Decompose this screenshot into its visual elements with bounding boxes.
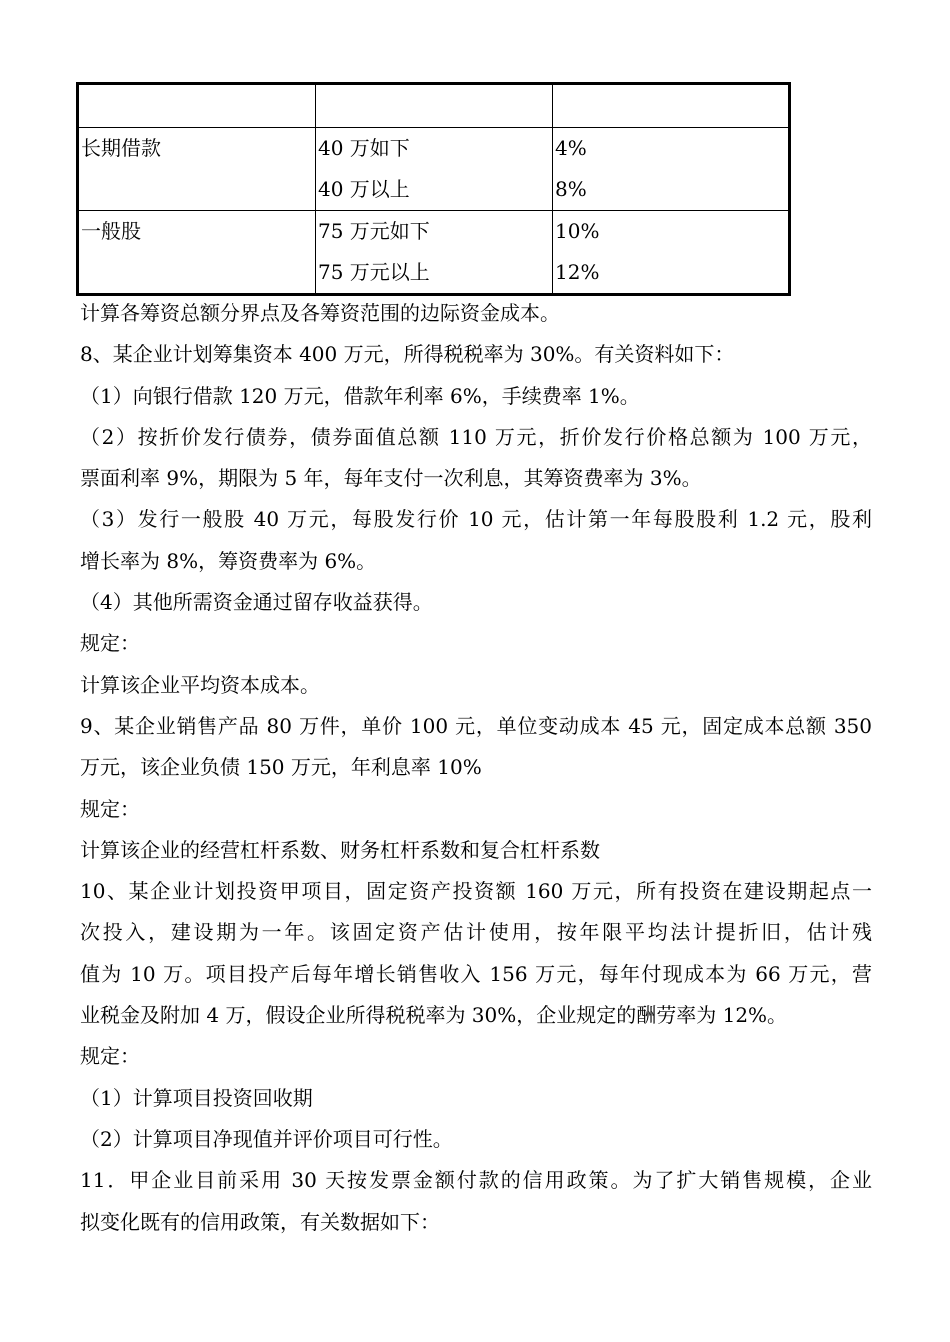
requirement-label: 规定： xyxy=(80,1044,140,1069)
financing-range: 75 万元如下 xyxy=(318,219,430,243)
question-10-heading: 10、某企业计划投资甲项目，固定资产投资额 160 万元，所有投资在建设期起点一 xyxy=(80,879,872,904)
question-11-heading-cont: 拟变化既有的信用政策，有关数据如下： xyxy=(80,1209,440,1234)
financing-range-cell xyxy=(316,211,553,295)
table-row xyxy=(78,211,790,295)
header-cell xyxy=(316,84,553,128)
capital-cost-rate: 10% xyxy=(555,219,600,243)
question-10-requirement-2: （2）计算项目净现值并评价项目可行性。 xyxy=(80,1126,453,1151)
capital-cost-rate: 4% xyxy=(555,136,587,160)
table-header-row xyxy=(78,84,790,128)
capital-cost-cell xyxy=(553,211,790,295)
financing-range: 75 万元以上 xyxy=(318,260,430,284)
question-8-heading: 8、某企业计划筹集资本 400 万元，所得税税率为 30%。有关资料如下： xyxy=(80,342,735,367)
financing-type-cell xyxy=(78,211,316,295)
header-cell xyxy=(553,84,790,128)
capital-cost-rate: 8% xyxy=(555,177,587,201)
requirement-label: 规定： xyxy=(80,796,140,821)
question-8-item-2: （2）按折价发行债券，债券面值总额 110 万元，折价发行价格总额为 100 万元， xyxy=(80,424,872,449)
question-10-line-3: 值为 10 万。项目投产后每年增长销售收入 156 万元，每年付现成本为 66 万元，营 xyxy=(80,961,872,986)
question-9-heading-cont: 万元，该企业负债 150 万元，年利息率 10% xyxy=(80,755,482,780)
question-9-requirement: 计算该企业的经营杠杆系数、财务杠杆系数和复合杠杆系数 xyxy=(80,837,600,862)
question-8-item-3-cont: 增长率为 8%，筹资费率为 6%。 xyxy=(80,548,377,573)
requirement-label: 规定： xyxy=(80,631,140,656)
question-9-heading: 9、某企业销售产品 80 万件，单价 100 元，单位变动成本 45 元，固定成本总额 350 xyxy=(80,713,872,738)
question-11-heading: 11．甲企业目前采用 30 天按发票金额付款的信用政策。为了扩大销售规模，企业 xyxy=(80,1168,872,1193)
financing-range: 40 万以上 xyxy=(318,177,410,201)
problem-text xyxy=(80,293,880,1243)
financing-type: 一般股 xyxy=(81,219,141,243)
financing-rate-table xyxy=(76,82,791,296)
financing-range: 40 万如下 xyxy=(318,136,410,160)
instruction-line: 计算各筹资总额分界点及各筹资范围的边际资金成本。 xyxy=(80,301,560,325)
financing-range-cell xyxy=(316,128,553,211)
capital-cost-rate: 12% xyxy=(555,260,600,284)
question-8-item-1: （1）向银行借款 120 万元，借款年利率 6%，手续费率 1%。 xyxy=(80,383,640,408)
question-10-requirement-1: （1）计算项目投资回收期 xyxy=(80,1085,313,1110)
table-row xyxy=(78,128,790,211)
question-10-line-2: 次投入，建设期为一年。该固定资产估计使用，按年限平均法计提折旧，估计残 xyxy=(80,920,872,945)
question-8-item-4: （4）其他所需资金通过留存收益获得。 xyxy=(80,590,433,615)
question-10-line-4: 业税金及附加 4 万，假设企业所得税税率为 30%，企业规定的酬劳率为 12%。 xyxy=(80,1003,788,1028)
question-8-item-3: （3）发行一般股 40 万元，每股发行价 10 元，估计第一年每股股利 1.2 元，股利 xyxy=(80,507,872,532)
capital-cost-cell xyxy=(553,128,790,211)
financing-type-cell xyxy=(78,128,316,211)
financing-type: 长期借款 xyxy=(81,136,161,160)
header-cell xyxy=(78,84,316,128)
question-8-item-2-cont: 票面利率 9%，期限为 5 年，每年支付一次利息，其筹资费率为 3%。 xyxy=(80,466,702,491)
question-8-requirement: 计算该企业平均资本成本。 xyxy=(80,672,320,697)
